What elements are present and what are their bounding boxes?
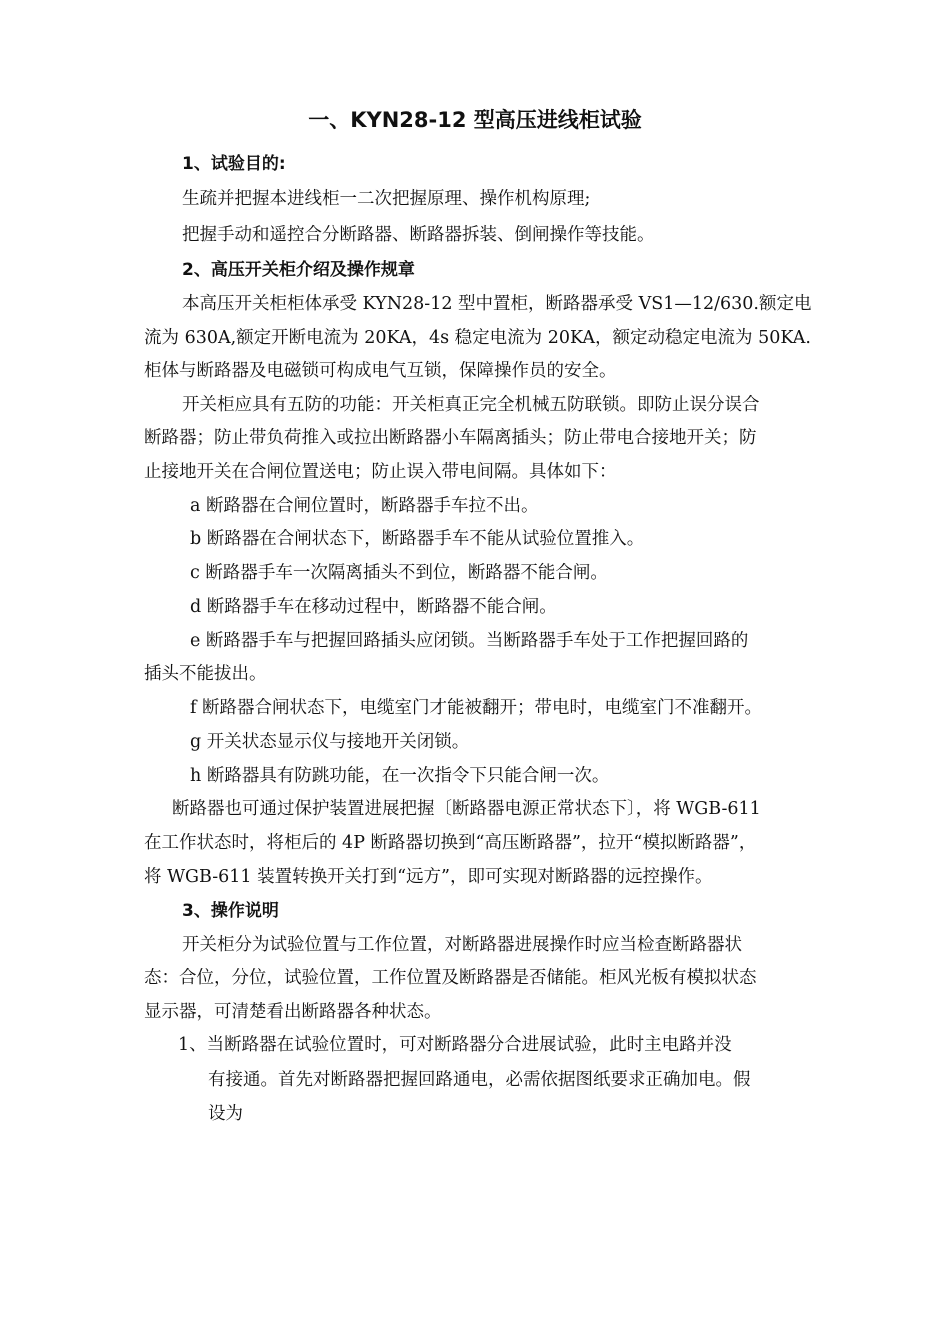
paragraph-line: 开关柜应具有五防的功能：开关柜真正完全机械五防联锁。即防止误分误合 — [182, 395, 760, 415]
list-item: d 断路器手车在移动过程中，断路器不能合闸。 — [190, 597, 557, 617]
paragraph-line: 生疏并把握本进线柜一二次把握原理、操作机构原理; — [182, 189, 591, 209]
paragraph-line: 流为 630A,额定开断电流为 20KA，4s 稳定电流为 20KA，额定动稳定电流为 50KA. — [144, 328, 811, 348]
paragraph-line: 柜体与断路器及电磁锁可构成电气互锁，保障操作员的安全。 — [144, 361, 617, 381]
paragraph-line: 把握手动和遥控合分断路器、断路器拆装、倒闸操作等技能。 — [182, 225, 655, 245]
section-1-heading: 1、试验目的: — [182, 154, 286, 174]
paragraph-line: 将 WGB-611 装置转换开关打到“远方”，即可实现对断路器的远控操作。 — [144, 867, 713, 887]
document-title: 一、KYN28-12 型高压进线柜试验 — [308, 108, 642, 132]
list-item: b 断路器在合闸状态下，断路器手车不能从试验位置推入。 — [190, 529, 645, 549]
numbered-item-continuation: 有接通。首先对断路器把握回路通电，必需依据图纸要求正确加电。假 — [208, 1070, 751, 1090]
numbered-item-continuation: 设为 — [208, 1104, 243, 1124]
list-item: h 断路器具有防跳功能，在一次指令下只能合闸一次。 — [190, 766, 610, 786]
paragraph-line: 态：合位，分位，试验位置，工作位置及断路器是否储能。柜风光板有模拟状态 — [144, 968, 757, 988]
paragraph-line: 本高压开关柜柜体承受 KYN28-12 型中置柜，断路器承受 VS1—12/630.额定电 — [182, 294, 812, 314]
paragraph-line: 显示器，可清楚看出断路器各种状态。 — [144, 1002, 442, 1022]
paragraph-line: 在工作状态时，将柜后的 4P 断路器切换到“高压断路器”，拉开“模拟断路器”， — [144, 833, 757, 853]
list-item: a 断路器在合闸位置时，断路器手车拉不出。 — [190, 496, 539, 516]
list-item: f 断路器合闸状态下，电缆室门才能被翻开；带电时，电缆室门不准翻开。 — [190, 698, 763, 718]
numbered-item: 1、当断路器在试验位置时，可对断路器分合进展试验，此时主电路并没 — [178, 1035, 732, 1055]
paragraph-line: 止接地开关在合闸位置送电；防止误入带电间隔。具体如下： — [144, 462, 617, 482]
list-item: c 断路器手车一次隔离插头不到位，断路器不能合闸。 — [190, 563, 608, 583]
paragraph-line: 开关柜分为试验位置与工作位置，对断路器进展操作时应当检查断路器状 — [182, 935, 742, 955]
paragraph-line: 断路器也可通过保护装置进展把握〔断路器电源正常状态下〕，将 WGB-611 — [172, 799, 761, 819]
section-2-heading: 2、高压开关柜介绍及操作规章 — [182, 260, 415, 280]
list-item: e 断路器手车与把握回路插头应闭锁。当断路器手车处于工作把握回路的 — [190, 631, 749, 651]
section-3-heading: 3、操作说明 — [182, 901, 279, 921]
list-item: g 开关状态显示仪与接地开关闭锁。 — [190, 732, 470, 752]
paragraph-line: 断路器；防止带负荷推入或拉出断路器小车隔离插头；防止带电合接地开关；防 — [144, 428, 757, 448]
list-item-continuation: 插头不能拔出。 — [144, 664, 267, 684]
